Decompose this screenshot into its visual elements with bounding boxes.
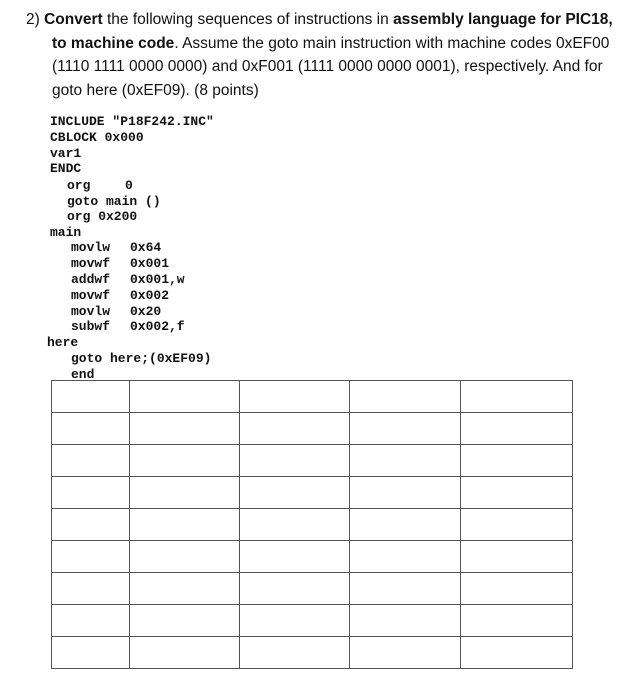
code-line-var1: var1 <box>50 145 82 161</box>
question-line-1 <box>26 8 626 32</box>
answer-cell[interactable] <box>52 541 130 573</box>
answer-cell[interactable] <box>350 637 460 669</box>
instr-op: subwf <box>71 319 111 334</box>
question-line-2 <box>26 32 626 56</box>
answer-cell[interactable] <box>129 477 239 509</box>
table-row <box>52 445 573 477</box>
answer-cell[interactable] <box>52 381 130 413</box>
code-main-label: main <box>50 225 82 240</box>
answer-cell[interactable] <box>239 605 349 637</box>
answer-cell[interactable] <box>460 413 572 445</box>
answer-cell[interactable] <box>350 381 460 413</box>
table-row <box>52 509 573 541</box>
code-header-block <box>50 114 214 177</box>
answer-cell[interactable] <box>129 445 239 477</box>
table-row <box>52 413 573 445</box>
question-line-1-text: the following sequences of instructions in <box>102 11 394 28</box>
answer-cell[interactable] <box>460 445 572 477</box>
answer-cell[interactable] <box>52 509 130 541</box>
answer-cell[interactable] <box>52 573 130 605</box>
answer-cell[interactable] <box>350 573 460 605</box>
answer-cell[interactable] <box>129 541 239 573</box>
answer-cell[interactable] <box>52 605 130 637</box>
code-line-endc: ENDC <box>50 161 82 177</box>
answer-cell[interactable] <box>239 509 349 541</box>
code-org-value: 0 <box>125 178 133 193</box>
answer-cell[interactable] <box>460 605 572 637</box>
question-keyword-assembly: assembly language for PIC18, <box>393 11 613 28</box>
answer-cell[interactable] <box>239 445 349 477</box>
answer-cell[interactable] <box>239 477 349 509</box>
question-keyword-convert: Convert <box>44 11 103 28</box>
answer-cell[interactable] <box>350 477 460 509</box>
answer-cell[interactable] <box>129 573 239 605</box>
answer-cell[interactable] <box>460 637 572 669</box>
instr-op: addwf <box>71 272 111 287</box>
answer-table-body <box>52 381 573 669</box>
answer-cell[interactable] <box>350 605 460 637</box>
answer-cell[interactable] <box>239 381 349 413</box>
code-end: end <box>71 367 95 382</box>
code-org-0x200: org 0x200 <box>67 209 138 224</box>
answer-cell[interactable] <box>460 573 572 605</box>
instr-op: movwf <box>71 288 111 303</box>
code-here-label: here <box>47 335 79 350</box>
instr-arg: 0x002 <box>130 288 170 303</box>
table-row <box>52 381 573 413</box>
instr-op: movlw <box>71 304 111 319</box>
answer-cell[interactable] <box>350 509 460 541</box>
question-line-2-text: . Assume the goto main instruction with machine codes 0xEF00 <box>174 34 610 52</box>
answer-cell[interactable] <box>129 605 239 637</box>
answer-cell[interactable] <box>129 381 239 413</box>
code-goto-here: goto here;(0xEF09) <box>71 351 212 366</box>
table-row <box>52 541 573 573</box>
answer-cell[interactable] <box>460 509 572 541</box>
answer-cell[interactable] <box>239 413 349 445</box>
code-line-include: INCLUDE "P18F242.INC" <box>50 114 214 129</box>
table-row <box>52 637 573 669</box>
code-goto-main: goto main () <box>67 194 161 209</box>
instr-arg: 0x20 <box>130 304 162 319</box>
answer-cell[interactable] <box>52 637 130 669</box>
answer-cell[interactable] <box>52 445 130 477</box>
answer-cell[interactable] <box>460 381 572 413</box>
code-org-label: org <box>67 178 91 193</box>
answer-cell[interactable] <box>350 413 460 445</box>
code-line-cblock: CBLOCK 0x000 <box>50 129 144 145</box>
answer-cell[interactable] <box>129 509 239 541</box>
question-line-4: goto here (0xEF09). (8 points) <box>52 81 259 99</box>
answer-cell[interactable] <box>239 573 349 605</box>
answer-cell[interactable] <box>460 541 572 573</box>
answer-cell[interactable] <box>52 477 130 509</box>
question-line-3: (1110 1111 0000 0000) and 0xF001 (1111 0000 0000 0001), respectively. And for <box>52 58 603 75</box>
instr-arg: 0x001,w <box>130 272 185 287</box>
answer-cell[interactable] <box>129 413 239 445</box>
answer-cell[interactable] <box>350 541 460 573</box>
table-row <box>52 573 573 605</box>
answer-cell[interactable] <box>52 413 130 445</box>
table-row <box>52 605 573 637</box>
answer-table <box>51 380 573 669</box>
answer-cell[interactable] <box>239 637 349 669</box>
question-keyword-machine-code: to machine code <box>52 34 175 52</box>
answer-cell[interactable] <box>239 541 349 573</box>
instr-arg: 0x001 <box>130 256 170 271</box>
answer-cell[interactable] <box>129 637 239 669</box>
instr-op: movlw <box>71 240 111 255</box>
answer-cell[interactable] <box>350 445 460 477</box>
instr-arg: 0x002,f <box>130 319 185 334</box>
instr-arg: 0x64 <box>130 240 162 255</box>
question-number: 2) <box>26 11 40 28</box>
answer-cell[interactable] <box>460 477 572 509</box>
question-text <box>26 8 626 102</box>
table-row <box>52 477 573 509</box>
instr-op: movwf <box>71 256 111 271</box>
